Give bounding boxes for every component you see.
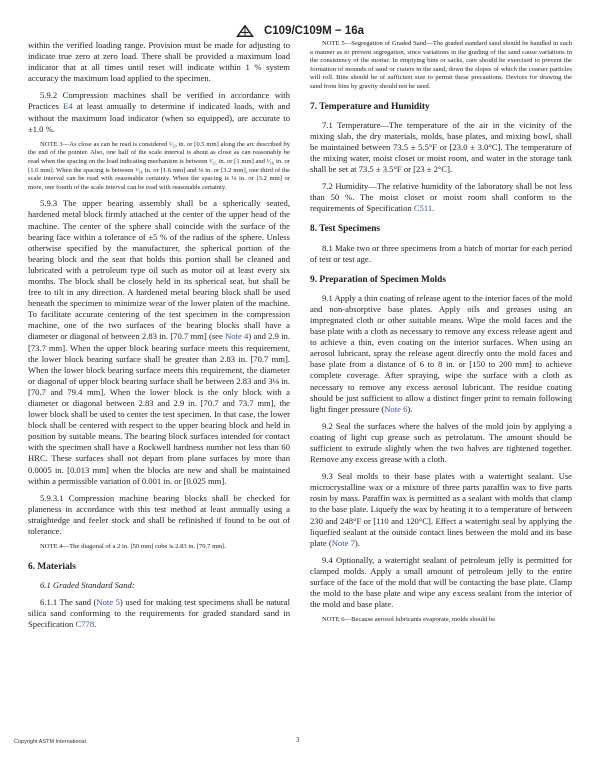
link-note-6[interactable]: Note 6 — [384, 403, 408, 414]
paragraph-5-9-1-cont: within the verified loading range. Provision must be made for adjusting to indicate true zero at zero load. There shall be provided a maximum load indicator that at all times until reset will indicate within 1 % system accuracy the maximum load applied to the specimen. — [28, 40, 290, 84]
link-c511[interactable]: C511 — [413, 203, 433, 214]
paragraph-9-3: 9.3 Seal molds to their base plates with a watertight sealant. Use microcrystalline wax or a mixture of three parts paraffin wax to five parts rosin by mass. Paraffin wax is permitted as a sealant with molds that clamp to the base plate. Liquefy the wax by heating it to a temperature of between 230 and 248°F or [110 and 120°C]. Effect a watertight seal by applying the liquefied sealant at the outside contact lines between the mold and its base plate (Note 7). — [310, 471, 572, 548]
section-heading-preparation-molds: 9. Preparation of Specimen Molds — [310, 274, 447, 285]
page-header — [0, 22, 600, 40]
section-heading-materials: 6. Materials — [28, 561, 76, 572]
paragraph-6-1: 6.1 Graded Standard Sand: — [40, 579, 135, 590]
paragraph-5-9-2: 5.9.2 Compression machines shall be verified in accordance with Practices E4 at least annually to determine if indicated loads, with and without the maximum load indicator (when so equipped), are accurate to ±1.0 %. — [28, 90, 290, 134]
copyright-notice: Copyright ASTM International — [14, 739, 86, 745]
document-designation: C109/C109M − 16a — [263, 25, 365, 38]
note-4: NOTE 4—The diagonal of a 2 in. [50 mm] cube is 2.83 in. [70.7 mm]. — [40, 543, 227, 551]
link-e4[interactable]: E4 — [63, 101, 73, 112]
note-3: NOTE 3—As close as can be read is considered ¹⁄₅₀ in. or [0.5 mm] along the arc described by the end of the pointer. Also, one half of the scale interval is about as close as can reasonably be read when the spacing on the load indicating mechanism is between ¹⁄₂₅ in. or [1 mm] and ¹⁄₁₆ in. or [1.6 mm]. When the spacing is between ¹⁄₁₆ in. or [1.6 mm] and ⅛ in. or [3.2 mm], one third of the scale interval can be read with reasonable certainty. When the spacing is ⅛ in. or [3.2 mm] or more, one fourth of the scale interval can be read with reasonable certainty. — [28, 140, 290, 191]
paragraph-9-4: 9.4 Optionally, a watertight sealant of petroleum jelly is permitted for clamped molds. Apply a small amount of petroleum jelly to the entire surface of the face of the mold that will be contacting the base plate. Clamp the mold to the base plate and wipe any excess sealant from the interior of the mold and base plate. — [310, 554, 572, 610]
astm-logo-icon — [236, 24, 254, 38]
link-note-7[interactable]: Note 7 — [331, 537, 355, 548]
section-heading-temperature-humidity: 7. Temperature and Humidity — [310, 101, 430, 112]
paragraph-7-2: 7.2 Humidity—The relative humidity of the laboratory shall be not less than 50 %. The moist closet or moist room shall conform to the requirements of Specification C511. — [310, 181, 572, 214]
paragraph-5-9-3-1: 5.9.3.1 Compression machine bearing blocks shall be checked for planeness in accordance with this test method at least annually using a straightedge and feeler stock and shall be refinished if found to be out of tolerance. — [28, 492, 290, 537]
section-heading-test-specimens: 8. Test Specimens — [310, 224, 381, 235]
note-6: NOTE 6—Because aerosol lubricants evaporate, molds should be — [322, 616, 496, 624]
paragraph-6-1-1: 6.1.1 The sand (Note 5) used for making test specimens shall be natural silica sand conforming to the requirements for graded standard sand in Specification C778. — [28, 596, 291, 630]
paragraph-5-9-3: 5.9.3 The upper bearing assembly shall be a spherically seated, hardened metal block firmly attached at the center of the upper head of the machine. The center of the sphere shall coincide with the surface of the bearing face within a tolerance of ±5 % of the radius of the sphere. Unless otherwise specified by the manufacturer, the spherical portion of the bearing block and the seat that holds this portion shall be cleaned and lubricated with a petroleum type oil such as motor oil at least every six months. The block shall be closely held in its spherical seat, but shall be free to tilt in any direction. A hardened metal bearing block shall be used beneath the specimen to minimize wear of the lower platen of the machine. To facilitate accurate centering of the test specimen in the compression machine, one of the two surfaces of the bearing blocks shall have a diameter or diagonal of between 2.83 in. [70.7 mm] (see Note 4) and 2.9 in. [73.7 mm]. When the upper block bearing surface meets this requirement, the lower block bearing surface shall be greater than 2.83 in. [70.7 mm]. When the lower block bearing surface meets this requirement, the diameter or diagonal of upper block bearing surface shall be between 2.83 and 3⅛ in. [70.7 and 79.4 mm]. When the lower block is the only block with a diameter or diagonal between 2.83 and 2.9 in. [70.7 and 73.7 mm], the lower block shall be used to center the test specimen. In that case, the lower block shall be centered with respect to the upper bearing block and held in position by suitable means. The bearing block surfaces intended for contact with the specimen shall have a Rockwell hardness number not less than 60 HRC. These surfaces shall not depart from plane surfaces by more than 0.0005 in. [0.013 mm] when the blocks are new and shall be maintained within a permissible variation of 0.001 in. or [0.025 mm]. — [28, 198, 290, 486]
link-note-4[interactable]: Note 4 — [225, 331, 249, 342]
page-number: 3 — [296, 736, 300, 744]
link-c778[interactable]: C778 — [75, 619, 95, 630]
paragraph-8-1: 8.1 Make two or three specimens from a batch of mortar for each period of test or test age. — [310, 242, 572, 264]
note-5: NOTE 5—Segregation of Graded Sand—The graded standard sand should be handled in such a manner as to prevent segregation, since variations in the grading of the sand cause variations in the consistency of the mortar. In emptying bins or sacks, care should be exercised to prevent the formation of mounds of sand or craters in the sand, down the slopes of which the coarser particles will roll. Bins should be of sufficient size to permit these precautions. Devices for drawing the sand from bins by gravity should not be used. — [310, 40, 572, 90]
left-column — [28, 40, 290, 636]
paragraph-9-2: 9.2 Seal the surfaces where the halves of the mold join by applying a coating of light cup grease such as petrolatum. The amount should be sufficient to extrude slightly when the two halves are tightened together. Remove any excess grease with a cloth. — [310, 420, 572, 465]
paragraph-7-1: 7.1 Temperature—The temperature of the air in the vicinity of the mixing slab, the dry materials, molds, base plates, and mixing bowl, shall be maintained between 73.5 ± 5.5°F or [23.0 ± 3.0°C]. The temperature of the mixing water, moist closet or moist room, and water in the storage tank shall be set at 73.5 ± 3.5°F or [23 ± 2°C]. — [310, 119, 572, 175]
right-column — [310, 40, 572, 631]
link-note-5[interactable]: Note 5 — [96, 596, 120, 607]
paragraph-9-1: 9.1 Apply a thin coating of release agent to the interior faces of the mold and non-absorptive base plates. Apply oils and greases using an impregnated cloth or other suitable means. Wipe the mold faces and the base plate with a cloth as necessary to remove any excess release agent and to achieve a thin, even coating on the interior surfaces. When using an aerosol lubricant, spray the release agent directly onto the mold faces and base plate from a distance of 6 to 8 in. or [150 to 200 mm] to achieve complete coverage. After spraying, wipe the surface with a cloth as necessary to remove any excess aerosol lubricant. The residue coating should be just sufficient to allow a distinct finger print to remain following light finger pressure (Note 6). — [310, 292, 572, 414]
